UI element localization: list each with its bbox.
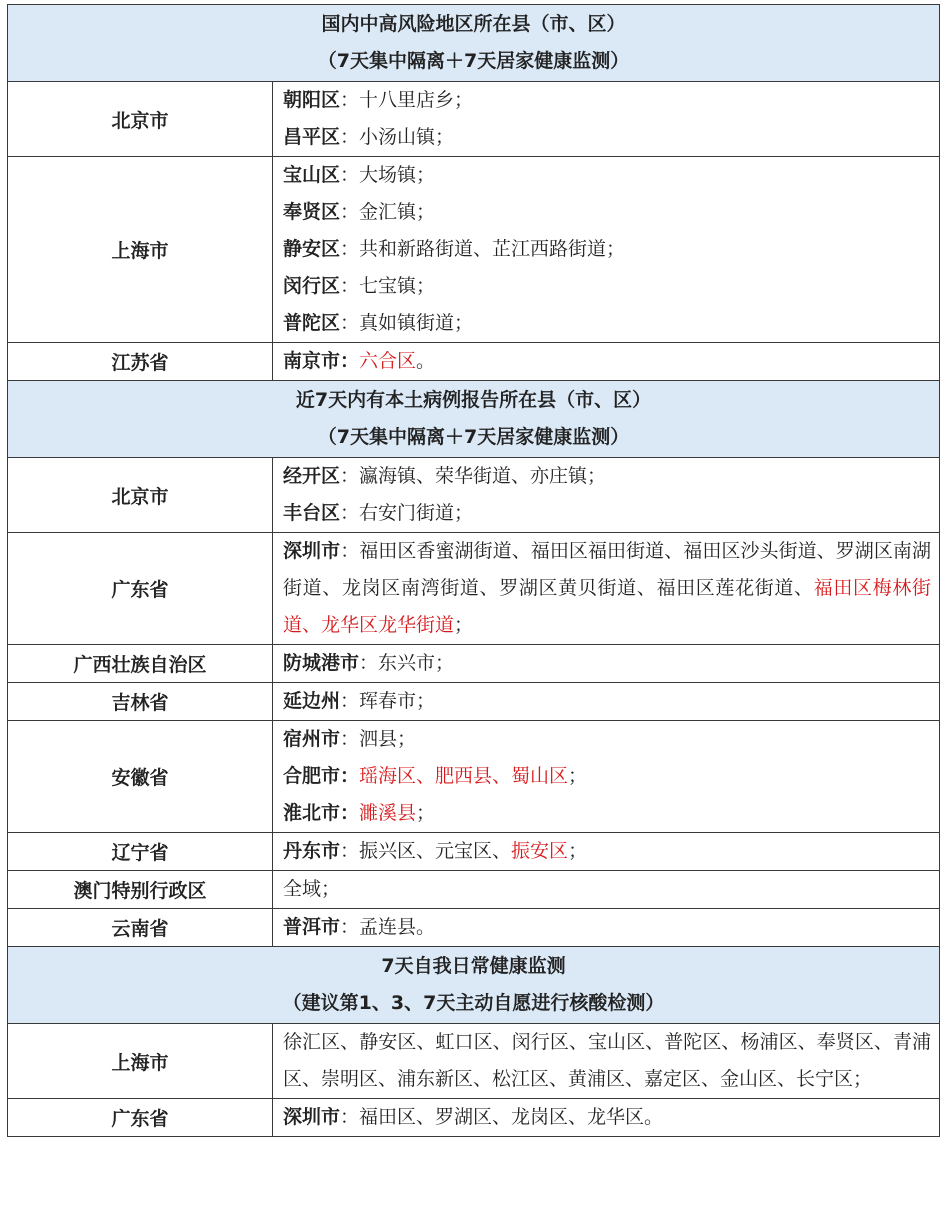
detail-line bbox=[283, 758, 931, 795]
detail-line bbox=[283, 833, 931, 870]
label-separator: ： bbox=[340, 164, 360, 186]
province-cell: 北京市 bbox=[8, 458, 273, 533]
province-cell: 澳门特别行政区 bbox=[8, 871, 273, 909]
table-row bbox=[8, 645, 940, 683]
area-text: ； bbox=[568, 840, 588, 862]
area-text: ； bbox=[568, 765, 588, 787]
detail-cell bbox=[273, 1099, 940, 1137]
area-text: 徐汇区、静安区、虹口区、闵行区、宝山区、普陀区、杨浦区、奉贤区、青浦区、崇明区、浦东新区、松江区、黄浦区、嘉定区、金山区、长宁区； bbox=[283, 1031, 932, 1090]
label-separator: ： bbox=[340, 201, 360, 223]
area-text: 。 bbox=[416, 350, 436, 372]
area-text: 大场镇； bbox=[359, 164, 436, 186]
area-text: 孟连县。 bbox=[359, 916, 436, 938]
area-text: ； bbox=[454, 614, 474, 636]
section-title: 近7天内有本土病例报告所在县（市、区） bbox=[295, 389, 652, 411]
detail-line bbox=[283, 1024, 931, 1098]
table-row bbox=[8, 721, 940, 833]
detail-cell bbox=[273, 1024, 940, 1099]
area-text: 瀛海镇、荣华街道、亦庄镇； bbox=[359, 465, 607, 487]
table-row bbox=[8, 343, 940, 381]
area-text: 共和新路街道、芷江西路街道； bbox=[359, 238, 626, 260]
risk-area-document bbox=[7, 4, 939, 1137]
area-label: 昌平区 bbox=[283, 126, 341, 148]
highlighted-area-text: 六合区 bbox=[359, 350, 417, 372]
detail-cell bbox=[273, 343, 940, 381]
province-cell: 上海市 bbox=[8, 157, 273, 343]
label-separator: ： bbox=[340, 502, 360, 524]
section-subtitle: （7天集中隔离＋7天居家健康监测） bbox=[317, 50, 630, 72]
table-row bbox=[8, 1024, 940, 1099]
area-label: 奉贤区 bbox=[283, 201, 341, 223]
area-label: 闵行区 bbox=[283, 275, 341, 297]
table-row bbox=[8, 82, 940, 157]
detail-line bbox=[283, 871, 931, 908]
label-separator: ： bbox=[359, 652, 379, 674]
label-separator: ： bbox=[340, 1106, 360, 1128]
area-label: 普陀区 bbox=[283, 312, 341, 334]
detail-cell bbox=[273, 909, 940, 947]
detail-line bbox=[283, 231, 931, 268]
section-header bbox=[8, 947, 940, 1024]
label-separator: ： bbox=[340, 89, 360, 111]
section-title: 7天自我日常健康监测 bbox=[381, 955, 566, 977]
detail-line bbox=[283, 909, 931, 946]
province-cell: 吉林省 bbox=[8, 683, 273, 721]
province-cell: 上海市 bbox=[8, 1024, 273, 1099]
area-label: 淮北市： bbox=[283, 802, 360, 824]
detail-line bbox=[283, 683, 931, 720]
province-cell: 北京市 bbox=[8, 82, 273, 157]
area-text: 十八里店乡； bbox=[359, 89, 474, 111]
area-label: 宿州市 bbox=[283, 728, 341, 750]
table-row bbox=[8, 458, 940, 533]
label-separator: ： bbox=[340, 465, 360, 487]
area-label: 延边州 bbox=[283, 690, 341, 712]
section-header-row bbox=[8, 381, 940, 458]
table-row bbox=[8, 871, 940, 909]
detail-line bbox=[283, 458, 931, 495]
area-text: 全域； bbox=[283, 878, 341, 900]
province-cell: 云南省 bbox=[8, 909, 273, 947]
area-label: 合肥市： bbox=[283, 765, 360, 787]
label-separator: ： bbox=[340, 916, 360, 938]
area-text: 右安门街道； bbox=[359, 502, 474, 524]
detail-line bbox=[283, 119, 931, 156]
detail-cell bbox=[273, 683, 940, 721]
detail-cell bbox=[273, 82, 940, 157]
detail-line bbox=[283, 268, 931, 305]
table-row bbox=[8, 533, 940, 645]
detail-line bbox=[283, 82, 931, 119]
section-subtitle: （7天集中隔离＋7天居家健康监测） bbox=[317, 426, 630, 448]
province-cell: 广东省 bbox=[8, 533, 273, 645]
highlighted-area-text: 瑶海区、肥西县、蜀山区 bbox=[359, 765, 569, 787]
highlighted-area-text: 福田区梅林街道、龙华区龙华街道 bbox=[283, 577, 931, 636]
section-subtitle: （建议第1、3、7天主动自愿进行核酸检测） bbox=[282, 992, 665, 1014]
area-text: 真如镇街道； bbox=[359, 312, 474, 334]
label-separator: ： bbox=[340, 126, 360, 148]
highlighted-area-text: 濉溪县 bbox=[359, 802, 417, 824]
highlighted-area-text: 振安区 bbox=[511, 840, 569, 862]
detail-line bbox=[283, 194, 931, 231]
area-label: 南京市： bbox=[283, 350, 360, 372]
risk-area-table-body bbox=[8, 5, 940, 1137]
area-text: 金汇镇； bbox=[359, 201, 436, 223]
table-row bbox=[8, 833, 940, 871]
label-separator: ： bbox=[340, 690, 360, 712]
detail-cell bbox=[273, 645, 940, 683]
label-separator: ： bbox=[340, 840, 360, 862]
area-text: ； bbox=[416, 802, 436, 824]
province-cell: 江苏省 bbox=[8, 343, 273, 381]
detail-line bbox=[283, 495, 931, 532]
province-cell: 辽宁省 bbox=[8, 833, 273, 871]
detail-line bbox=[283, 343, 931, 380]
table-row bbox=[8, 157, 940, 343]
detail-line bbox=[283, 305, 931, 342]
area-text: 福田区、罗湖区、龙岗区、龙华区。 bbox=[359, 1106, 664, 1128]
area-label: 防城港市 bbox=[283, 652, 360, 674]
area-text: 泗县； bbox=[359, 728, 417, 750]
section-header bbox=[8, 5, 940, 82]
section-header-row bbox=[8, 5, 940, 82]
detail-cell bbox=[273, 157, 940, 343]
detail-line bbox=[283, 645, 931, 682]
area-text: 福田区香蜜湖街道、福田区福田街道、福田区沙头街道、罗湖区南湖街道、龙岗区南湾街道、罗湖区黄贝街道、福田区莲花街道、 bbox=[283, 540, 931, 599]
section-title: 国内中高风险地区所在县（市、区） bbox=[321, 13, 626, 35]
detail-line bbox=[283, 533, 931, 644]
section-header-row bbox=[8, 947, 940, 1024]
area-label: 经开区 bbox=[283, 465, 341, 487]
area-label: 朝阳区 bbox=[283, 89, 341, 111]
table-row bbox=[8, 683, 940, 721]
risk-area-table bbox=[7, 4, 940, 1137]
area-label: 宝山区 bbox=[283, 164, 341, 186]
province-cell: 广西壮族自治区 bbox=[8, 645, 273, 683]
province-cell: 安徽省 bbox=[8, 721, 273, 833]
detail-line bbox=[283, 721, 931, 758]
table-row bbox=[8, 1099, 940, 1137]
label-separator: ： bbox=[340, 540, 360, 562]
area-text: 七宝镇； bbox=[359, 275, 436, 297]
area-label: 丰台区 bbox=[283, 502, 341, 524]
area-label: 深圳市 bbox=[283, 1106, 341, 1128]
area-label: 静安区 bbox=[283, 238, 341, 260]
detail-cell bbox=[273, 533, 940, 645]
area-label: 深圳市 bbox=[283, 540, 341, 562]
detail-cell bbox=[273, 871, 940, 909]
area-text: 振兴区、元宝区、 bbox=[359, 840, 512, 862]
area-text: 珲春市； bbox=[359, 690, 436, 712]
area-text: 东兴市； bbox=[378, 652, 455, 674]
detail-cell bbox=[273, 458, 940, 533]
detail-line bbox=[283, 795, 931, 832]
province-cell: 广东省 bbox=[8, 1099, 273, 1137]
area-label: 普洱市 bbox=[283, 916, 341, 938]
table-row bbox=[8, 909, 940, 947]
area-label: 丹东市 bbox=[283, 840, 341, 862]
detail-cell bbox=[273, 721, 940, 833]
label-separator: ： bbox=[340, 238, 360, 260]
detail-cell bbox=[273, 833, 940, 871]
label-separator: ： bbox=[340, 312, 360, 334]
detail-line bbox=[283, 1099, 931, 1136]
section-header bbox=[8, 381, 940, 458]
area-text: 小汤山镇； bbox=[359, 126, 455, 148]
detail-line bbox=[283, 157, 931, 194]
label-separator: ： bbox=[340, 275, 360, 297]
label-separator: ： bbox=[340, 728, 360, 750]
